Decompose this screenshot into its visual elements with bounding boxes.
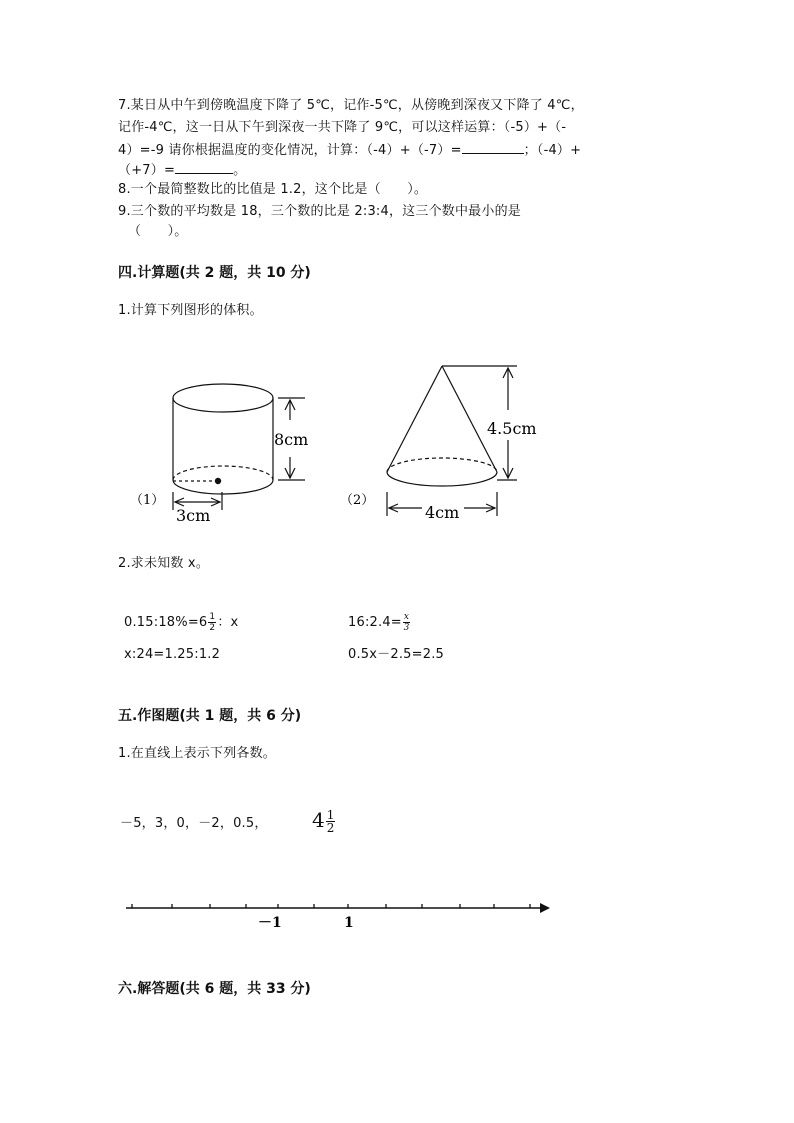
section6-heading: 六.解答题(共 6 题，共 33 分) (118, 981, 311, 997)
q8-text: 8.一个最简整数比的比值是 1.2，这个比是（ ）。 (118, 182, 428, 197)
equation-2 (348, 612, 411, 633)
axis-label-one: 1 (344, 915, 354, 931)
q9-line1: 9.三个数的平均数是 18，三个数的比是 2:3:4，这三个数中最小的是 (118, 204, 521, 219)
mixed-denominator: 2 (326, 821, 335, 835)
section5-q1: 1.在直线上表示下列各数。 (118, 746, 277, 761)
equation-3: x:24=1.25:1.2 (124, 647, 221, 662)
eq2-frac-denominator: 3 (403, 623, 410, 633)
volume-figures (110, 352, 560, 532)
number-line-arrow (540, 903, 550, 913)
figure1-label: （1） (130, 493, 165, 508)
cone-base-back (387, 458, 497, 472)
section4-q2: 2.求未知数 x。 (118, 556, 210, 571)
section4-heading: 四.计算题(共 2 题，共 10 分) (118, 265, 311, 281)
mixed-number (312, 808, 336, 834)
q7-line2: 记作-4℃，这一日从下午到深夜一共下降了 9℃，可以这样运算：（-5）+（- (118, 120, 567, 135)
equation-4: 0.5x－2.5=2.5 (348, 647, 445, 662)
eq2-frac-numerator: x (403, 612, 410, 622)
number-line[interactable] (120, 895, 560, 940)
eq1-fraction (208, 612, 216, 633)
cone-left-edge (387, 366, 442, 472)
q7-line3-text: 4）=-9 请你根据温度的变化情况，计算：（-4）+（-7）= (118, 143, 462, 158)
q7-line4-end: 。 (233, 163, 247, 178)
q7-line4-text: （+7）= (118, 163, 176, 178)
mixed-numerator: 1 (326, 808, 335, 822)
cone-height-label: 4.5cm (487, 419, 537, 438)
equation-1 (124, 612, 238, 633)
section5-heading: 五.作图题(共 1 题，共 6 分) (118, 708, 302, 724)
section4-q1: 1.计算下列图形的体积。 (118, 303, 263, 318)
cylinder-bottom-back (173, 466, 273, 480)
q7-line1: 7.某日从中午到傍晚温度下降了 5℃，记作-5℃，从傍晚到深夜又下降了 4℃， (118, 98, 584, 113)
eq2-left: 16:2.4= (348, 615, 402, 630)
answer-blank[interactable] (462, 140, 524, 154)
cylinder-bottom-front (173, 480, 273, 494)
mixed-fraction (326, 809, 336, 834)
eq2-fraction (403, 612, 410, 633)
eq1-left: 0.15:18%=6 (124, 615, 208, 630)
number-list: －5，3，0，－2，0.5， (120, 816, 268, 831)
q7-line3 (118, 140, 581, 161)
q9-line2: （ ）。 (128, 224, 188, 239)
q7-line3-text-b: ；（-4）+ (523, 143, 582, 158)
eq1-frac-numerator: 1 (209, 612, 216, 622)
q7-line4 (118, 160, 246, 181)
eq1-frac-denominator: 2 (209, 623, 216, 633)
cone-figure (387, 366, 517, 516)
mixed-whole: 4 (312, 808, 325, 832)
cylinder-height-label: 8cm (274, 430, 309, 449)
axis-label-negative-one: －1 (258, 915, 282, 931)
figure2-label: （2） (340, 493, 375, 508)
answer-blank[interactable] (175, 160, 233, 174)
cone-base-front (387, 472, 497, 486)
cone-diameter-label: 4cm (425, 503, 460, 522)
cylinder-top-ellipse (173, 384, 273, 412)
eq1-right: ：x (217, 615, 239, 630)
cylinder-radius-label: 3cm (176, 506, 211, 525)
